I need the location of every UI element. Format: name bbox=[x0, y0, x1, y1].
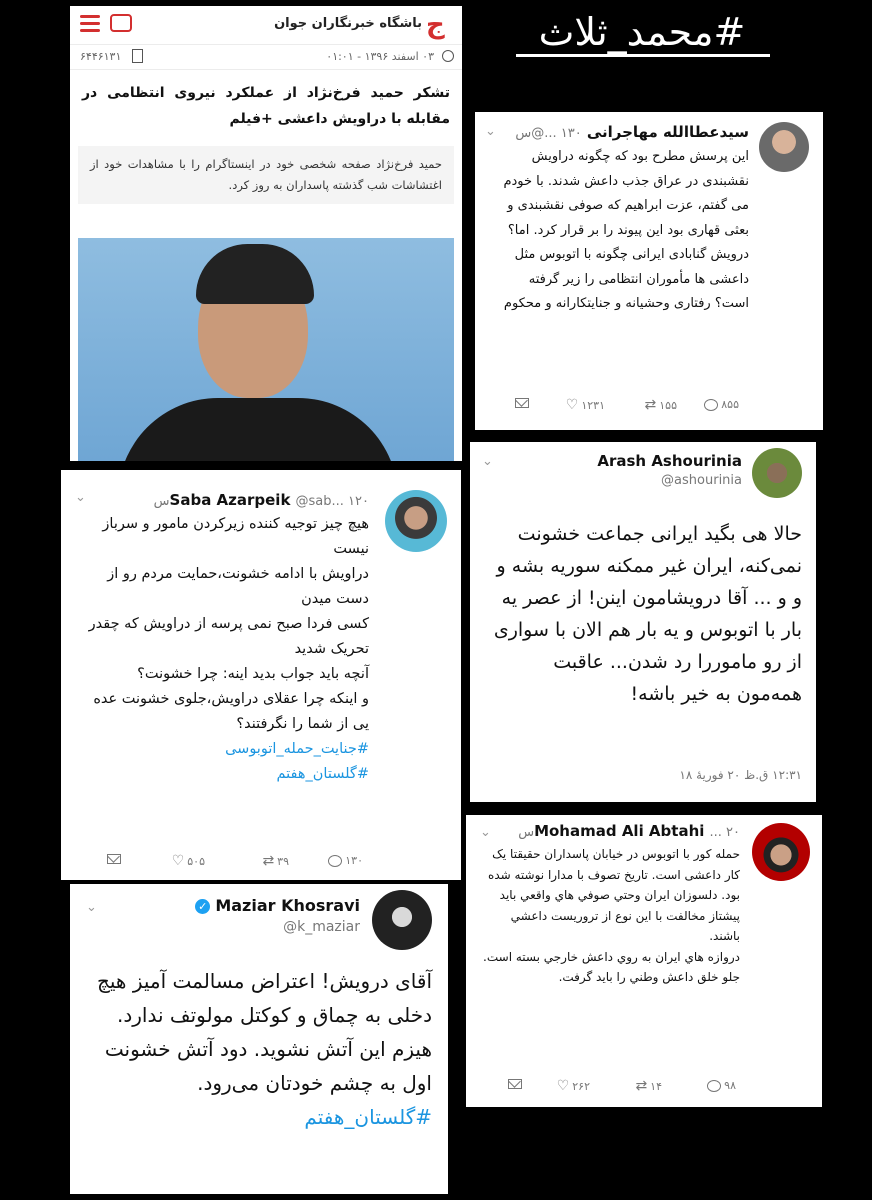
retweet-icon: ⇄ bbox=[262, 853, 275, 869]
hashtag-link[interactable]: #گلستان_هفتم bbox=[304, 1105, 432, 1129]
retweet-count: ۱۴ bbox=[650, 1079, 662, 1093]
tweet-card-ashourinia bbox=[470, 442, 816, 802]
tweet-card-azarpeik bbox=[61, 470, 461, 880]
chevron-down-icon[interactable]: ⌄ bbox=[86, 900, 97, 915]
tweet-line: دراویش با ادامه خشونت،حمایت مردم رو از دست میدن bbox=[107, 566, 369, 607]
tweet-handle[interactable]: ... ۲۰س bbox=[518, 825, 740, 840]
chevron-down-icon[interactable]: ⌄ bbox=[480, 825, 491, 840]
tweet-handle[interactable]: @k_maziar bbox=[283, 919, 360, 935]
tweet-author-name[interactable]: Maziar Khosravi bbox=[215, 896, 360, 915]
title-underline bbox=[516, 54, 770, 57]
reply-count: ۹۸ bbox=[724, 1079, 736, 1092]
mail-icon bbox=[107, 854, 121, 864]
message-action[interactable] bbox=[508, 1079, 522, 1089]
reply-count: ۸۵۵ bbox=[721, 398, 739, 411]
hashtag-link[interactable]: #گلستان_هفتم bbox=[276, 766, 369, 782]
like-count: ۱۲۳۱ bbox=[581, 398, 605, 412]
tweet-handle[interactable]: @sab... ۱۲۰س bbox=[153, 494, 369, 509]
tweet-card-muhajerani bbox=[475, 112, 823, 430]
tweet-paragraph: حمله کور با اتوبوس در خیابان پاسداران حقیقتا یک کار داعشی است. تاریخ تصوف با مدارا نوشته شده بود. دلسوزان ایران وحتي صوفي هاي واقعي بايد پيشتاز مخالفت با اين نوع از تروريست داعشي باشند. bbox=[488, 847, 740, 943]
tweet-handle[interactable]: ‎@... ۱۳۰س bbox=[515, 126, 582, 141]
clock-icon bbox=[442, 50, 454, 62]
photo-body-shape bbox=[118, 398, 398, 461]
avatar[interactable] bbox=[372, 890, 432, 950]
tv-icon[interactable] bbox=[110, 14, 132, 32]
news-code: ۶۴۴۶۱۳۱ bbox=[80, 50, 122, 63]
hashtag-link[interactable]: #جنایت_حمله_اتوبوسی bbox=[225, 741, 369, 757]
news-meta-bar bbox=[70, 44, 462, 70]
retweet-count: ۳۹ bbox=[277, 854, 289, 868]
mail-icon bbox=[508, 1079, 522, 1089]
chevron-down-icon[interactable]: ⌄ bbox=[75, 490, 86, 505]
tweet-body: حالا هی بگید ایرانی جماعت خشونت نمی‌کنه، ایران غیر ممکنه سوریه بشه و و و ... آقا درویشامون اینن! از عصر یه بار با اتوبوس و یه بار هم الان با سواری از رو ماموررا رد شدن... عاقبت همه‌مون به خیر باشه! bbox=[493, 523, 802, 705]
tweet-timestamp[interactable]: ۱۲:۳۱ ق.ظ ۲۰ فوریهٔ ۱۸ bbox=[679, 768, 802, 782]
reply-action[interactable] bbox=[707, 1079, 736, 1092]
tweet-line: و اینکه چرا عقلای دراویش،جلوی خشونت عده یی از شما را نگرفتند؟ bbox=[93, 691, 369, 732]
retweet-action[interactable] bbox=[635, 1079, 662, 1093]
news-title[interactable]: تشکر حمید فرخ‌نژاد از عملکرد نیروی انتظامی در مقابله با دراویش داعشی +فیلم bbox=[82, 85, 450, 127]
tweet-body bbox=[84, 964, 432, 1134]
retweet-action[interactable] bbox=[645, 398, 677, 412]
tweet-author-name[interactable]: سیدعطاالله مهاجرانی bbox=[586, 123, 749, 141]
tweet-paragraph: دروازه هاي ايران به روي داعش خارجي بسته است. جلو خلق داعش وطني را بايد گرفت. bbox=[483, 949, 740, 984]
heart-icon: ♡ bbox=[565, 397, 579, 413]
tweet-line: آنچه باید جواب بدید اینه: چرا خشونت؟ bbox=[137, 666, 369, 682]
news-logo-icon[interactable]: ج bbox=[426, 10, 445, 40]
tweet-card-khosravi bbox=[70, 884, 448, 1194]
reply-icon bbox=[704, 399, 718, 411]
like-action[interactable] bbox=[566, 398, 605, 412]
avatar[interactable] bbox=[752, 823, 810, 881]
tweet-body bbox=[482, 844, 740, 988]
tweet-author-name[interactable]: Mohamad Ali Abtahi bbox=[534, 822, 705, 840]
message-action[interactable] bbox=[107, 854, 121, 864]
news-photo bbox=[78, 238, 454, 461]
like-count: ۲۶۲ bbox=[572, 1079, 590, 1093]
tweet-author-name[interactable]: Saba Azarpeik bbox=[169, 491, 291, 509]
mail-icon bbox=[515, 398, 529, 408]
avatar[interactable] bbox=[752, 448, 802, 498]
reply-icon bbox=[328, 855, 342, 867]
tweet-actions bbox=[466, 1079, 822, 1099]
photo-hair-shape bbox=[196, 244, 314, 304]
tweet-line: هیچ چیز توجیه کننده زیرکردن مامور و سرباز نیست bbox=[102, 516, 369, 557]
retweet-icon: ⇄ bbox=[635, 1078, 648, 1094]
message-action[interactable] bbox=[515, 398, 529, 408]
news-lead: حمید فرخ‌نژاد صفحه شخصی خود در اینستاگرام را با مشاهدات خود از اغتشاشات شب گذشته پاسداران به روز کرد. bbox=[78, 146, 454, 204]
tweet-body: این پرسش مطرح بود که چگونه دراویش نقشبندی در عراق جذب داعش شدند. با خودم می گفتم، عزت ابراهیم که صوفی نقشبندی و بعثی قهاری بود این پیوند را بر قرار کرد. اما؟ درویش گنابادی ایرانی چگونه با اتوبوس مثل داعشی ها مأموران انتظامی را زیر گرفته است؟ رفتاری وحشیانه و جنایتکارانه و محکوم bbox=[503, 149, 749, 311]
heart-icon: ♡ bbox=[556, 1078, 570, 1094]
tweet-handle[interactable]: @ashourinia bbox=[661, 473, 742, 488]
hamburger-menu-icon[interactable] bbox=[80, 15, 100, 33]
collage-hashtag-title: #محمد_ثلاث bbox=[538, 10, 746, 54]
reply-action[interactable] bbox=[704, 398, 739, 411]
tweet-text: آقای درویش! اعتراض مسالمت آمیز هیچ دخلی به چماق و کوکتل مولوتف ندارد. هیزم این آتش نشوید. دود آتش خشونت اول به چشم خودتان می‌رود. bbox=[96, 969, 432, 1095]
tweet-body bbox=[79, 512, 369, 787]
retweet-count: ۱۵۵ bbox=[659, 398, 677, 412]
like-action[interactable] bbox=[172, 854, 205, 868]
tweet-actions bbox=[475, 398, 823, 418]
retweet-icon: ⇄ bbox=[644, 397, 657, 413]
avatar[interactable] bbox=[385, 490, 447, 552]
like-action[interactable] bbox=[557, 1079, 590, 1093]
reply-icon bbox=[707, 1080, 721, 1092]
like-count: ۵۰۵ bbox=[187, 854, 205, 868]
verified-badge-icon: ✓ bbox=[195, 899, 210, 914]
tweet-actions bbox=[61, 854, 461, 874]
tweet-line: کسی فردا صبح نمی پرسه از دراویش که چقدر تحریک شدید bbox=[88, 616, 369, 657]
news-header bbox=[70, 6, 462, 44]
news-site-name[interactable]: باشگاه خبرنگاران جوان bbox=[274, 16, 422, 31]
retweet-action[interactable] bbox=[262, 854, 289, 868]
tweet-card-abtahi bbox=[466, 815, 822, 1107]
chevron-down-icon[interactable]: ⌄ bbox=[482, 454, 493, 469]
document-icon bbox=[132, 49, 143, 63]
heart-icon: ♡ bbox=[171, 853, 185, 869]
reply-action[interactable] bbox=[328, 854, 363, 867]
news-date: ۰۳ اسفند ۱۳۹۶ - ۰۱:۰۱ bbox=[326, 50, 434, 63]
avatar[interactable] bbox=[759, 122, 809, 172]
reply-count: ۱۳۰ bbox=[345, 854, 363, 867]
chevron-down-icon[interactable]: ⌄ bbox=[485, 124, 496, 139]
news-article-card bbox=[70, 6, 462, 461]
tweet-author-name[interactable]: Arash Ashourinia bbox=[597, 452, 742, 470]
